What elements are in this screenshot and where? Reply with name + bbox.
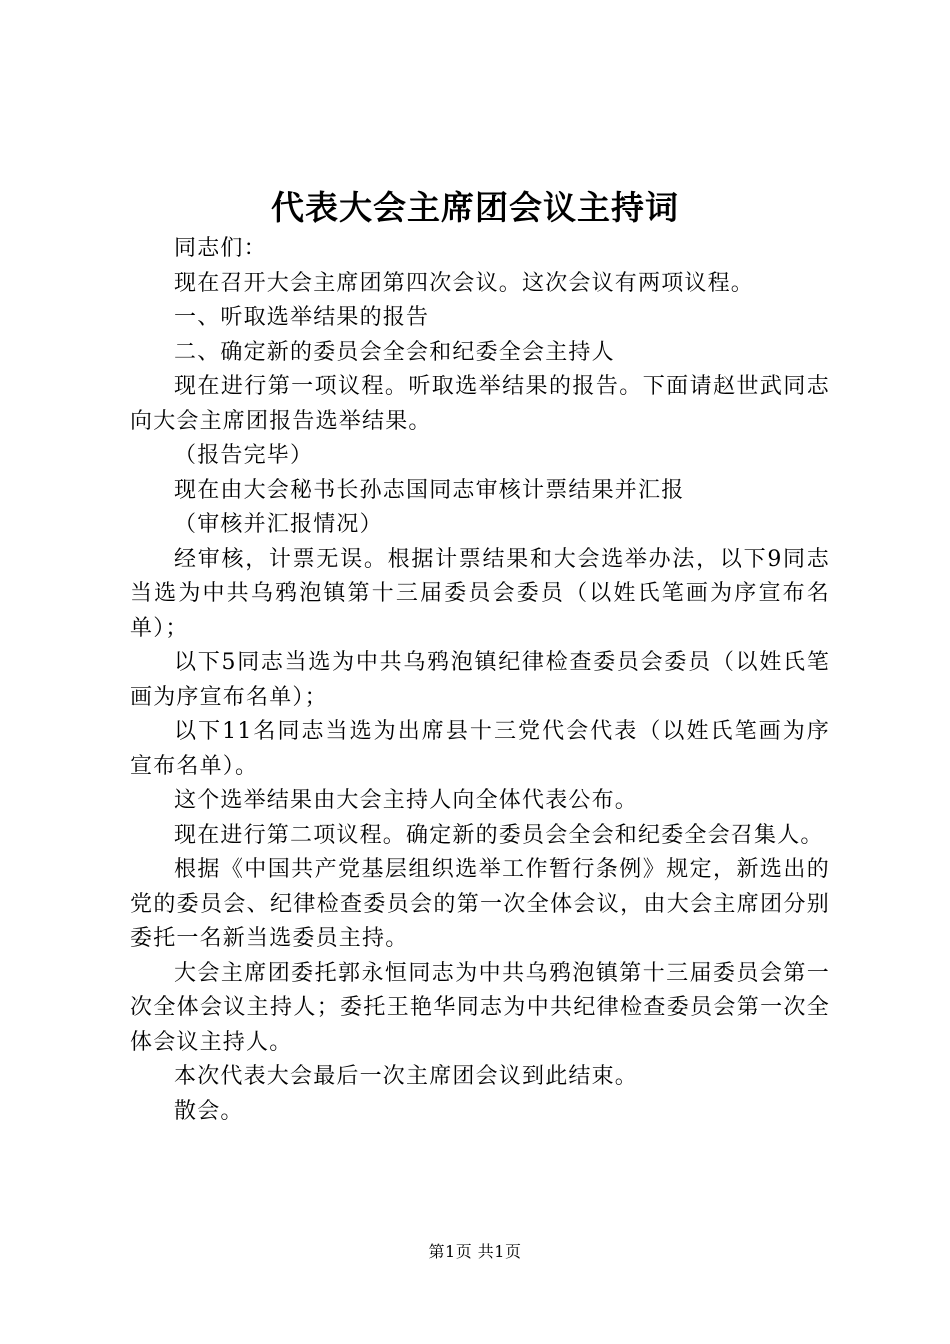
paragraph-salutation: 同志们： bbox=[174, 236, 267, 261]
page-number-footer: 第1页 共1页 bbox=[428, 1242, 522, 1261]
paragraph-audit-note: （审核并汇报情况） bbox=[174, 512, 383, 537]
paragraph-adjourn: 散会。 bbox=[174, 1098, 244, 1124]
paragraph-second-agenda: 现在进行第二项议程。确定新的委员会全会和纪委全会召集人。 bbox=[174, 822, 824, 848]
paragraph-report-done: （报告完毕） bbox=[174, 443, 314, 468]
paragraph-committee-result: 经审核，计票无误。根据计票结果和大会选举办法，以下9同志当选为中共乌鸦泡镇第十三届委员会委员（以姓氏笔画为序宣布名单）； bbox=[130, 546, 830, 641]
paragraph-first-agenda: 现在进行第一项议程。听取选举结果的报告。下面请赵世武同志向大会主席团报告选举结果。 bbox=[130, 374, 830, 434]
paragraph-opening: 现在召开大会主席团第四次会议。这次会议有两项议程。 bbox=[174, 270, 755, 296]
document-body bbox=[130, 232, 830, 1129]
document-title: 代表大会主席团会议主持词 bbox=[271, 188, 679, 227]
paragraph-discipline-result: 以下5同志当选为中共乌鸦泡镇纪律检查委员会委员（以姓氏笔画为序宣布名单）； bbox=[130, 650, 830, 710]
paragraph-announce: 这个选举结果由大会主持人向全体代表公布。 bbox=[174, 788, 639, 813]
paragraph-entrust: 大会主席团委托郭永恒同志为中共乌鸦泡镇第十三届委员会第一次全体会议主持人；委托王艳华同志为中共纪律检查委员会第一次全体会议主持人。 bbox=[130, 960, 830, 1055]
paragraph-agenda-item-2: 二、确定新的委员会全会和纪委全会主持人 bbox=[174, 339, 615, 365]
paragraph-agenda-item-1: 一、听取选举结果的报告 bbox=[174, 305, 430, 330]
paragraph-audit: 现在由大会秘书长孙志国同志审核计票结果并汇报 bbox=[174, 477, 685, 503]
paragraph-delegate-result: 以下11名同志当选为出席县十三党代会代表（以姓氏笔画为序宣布名单）。 bbox=[130, 719, 830, 779]
paragraph-closing: 本次代表大会最后一次主席团会议到此结束。 bbox=[174, 1064, 639, 1089]
paragraph-regulation: 根据《中国共产党基层组织选举工作暂行条例》规定，新选出的党的委员会、纪律检查委员会的第一次全体会议，由大会主席团分别委托一名新当选委员主持。 bbox=[130, 857, 830, 951]
